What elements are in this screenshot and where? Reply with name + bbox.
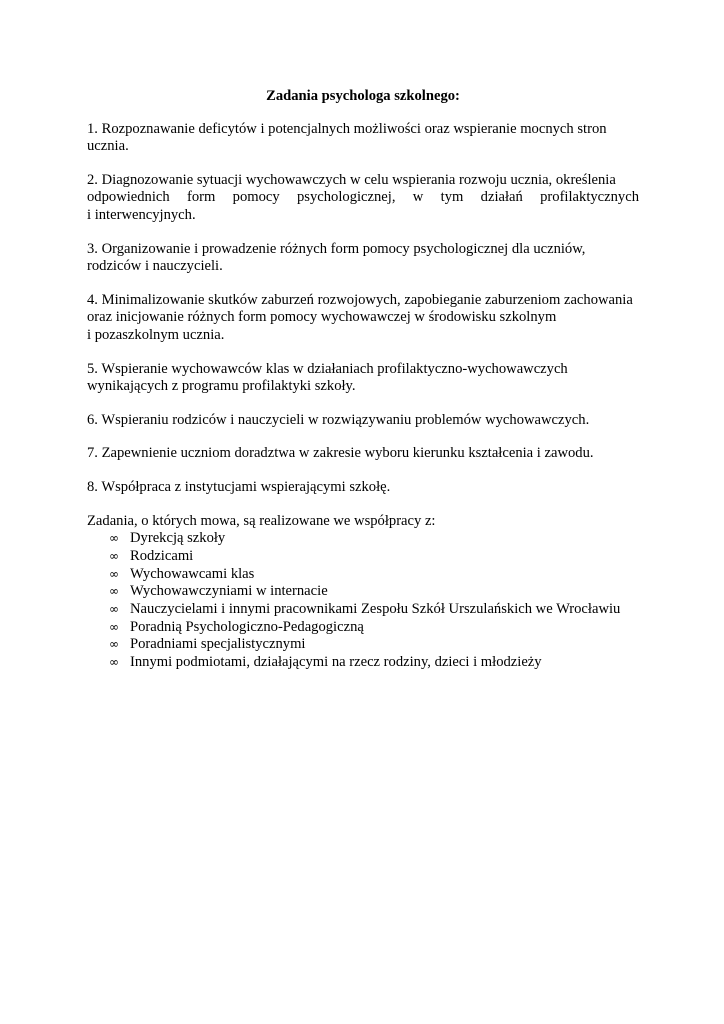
cooperation-intro: Zadania, o których mowa, są realizowane we współpracy z: [87, 512, 436, 529]
list-item [109, 548, 639, 566]
task-line: i pozaszkolnym ucznia. [87, 326, 225, 343]
list-item-label: Dyrekcją szkoły [130, 530, 226, 547]
list-item-label: Nauczycielami i innymi pracownikami Zespołu Szkół Urszulańskich we Wrocławiu [130, 600, 621, 617]
infinity-bullet-icon: ∞ [109, 566, 119, 581]
task-line: ucznia. [87, 138, 129, 155]
task-line: rodziców i nauczycieli. [87, 258, 223, 275]
list-item-label: Rodzicami [130, 547, 194, 564]
partners-list [87, 530, 639, 672]
document-body [87, 88, 639, 672]
list-item [109, 636, 639, 654]
task-line: 1. Rozpoznawanie deficytów i potencjalnych możliwości oraz wspieranie mocnych stron [87, 120, 607, 137]
task-line: 2. Diagnozowanie sytuacji wychowawczych w celu wspierania rozwoju ucznia, określenia [87, 171, 616, 188]
infinity-bullet-icon: ∞ [109, 619, 119, 634]
task-line: oraz inicjowanie różnych form pomocy wychowawczej w środowisku szkolnym [87, 309, 557, 326]
task-line: 7. Zapewnienie uczniom doradztwa w zakresie wyboru kierunku kształcenia i zawodu. [87, 445, 594, 462]
task-2 [87, 172, 639, 225]
task-4 [87, 292, 639, 345]
list-item-label: Poradniami specjalistycznymi [130, 636, 306, 653]
infinity-bullet-icon: ∞ [109, 637, 119, 652]
task-line: wynikających z programu profilaktyki szkoły. [87, 378, 356, 395]
task-7 [87, 445, 639, 463]
list-item-label: Wychowawcami klas [130, 565, 255, 582]
list-item [109, 566, 639, 584]
list-item [109, 601, 639, 619]
task-line: i interwencyjnych. [87, 206, 196, 223]
page-title: Zadania psychologa szkolnego: [266, 88, 460, 104]
task-line: 3. Organizowanie i prowadzenie różnych form pomocy psychologicznej dla uczniów, [87, 240, 586, 257]
task-line: 8. Współpraca z instytucjami wspierającymi szkołę. [87, 478, 391, 495]
task-line: 4. Minimalizowanie skutków zaburzeń rozwojowych, zapobieganie zaburzeniom zachowania [87, 291, 633, 308]
list-item-label: Poradnią Psychologiczno-Pedagogiczną [130, 618, 364, 635]
task-6 [87, 412, 639, 430]
task-8 [87, 479, 639, 497]
list-item [109, 654, 639, 672]
task-5 [87, 361, 639, 396]
infinity-bullet-icon: ∞ [109, 655, 119, 670]
task-3 [87, 241, 639, 276]
task-line: 5. Wspieranie wychowawców klas w działaniach profilaktyczno-wychowawczych [87, 360, 568, 377]
infinity-bullet-icon: ∞ [109, 601, 119, 616]
task-line: odpowiednich form pomocy psychologicznej, w tym działań profilaktycznych [87, 189, 639, 206]
infinity-bullet-icon: ∞ [109, 531, 119, 546]
task-line: 6. Wspieraniu rodziców i nauczycieli w rozwiązywaniu problemów wychowawczych. [87, 411, 590, 428]
list-item-label: Wychowawczyniami w internacie [130, 583, 328, 600]
list-item [109, 530, 639, 548]
infinity-bullet-icon: ∞ [109, 584, 119, 599]
list-item-label: Innymi podmiotami, działającymi na rzecz rodziny, dzieci i młodzieży [130, 654, 542, 671]
task-1 [87, 121, 639, 156]
list-item [109, 583, 639, 601]
list-item [109, 619, 639, 637]
infinity-bullet-icon: ∞ [109, 548, 119, 563]
